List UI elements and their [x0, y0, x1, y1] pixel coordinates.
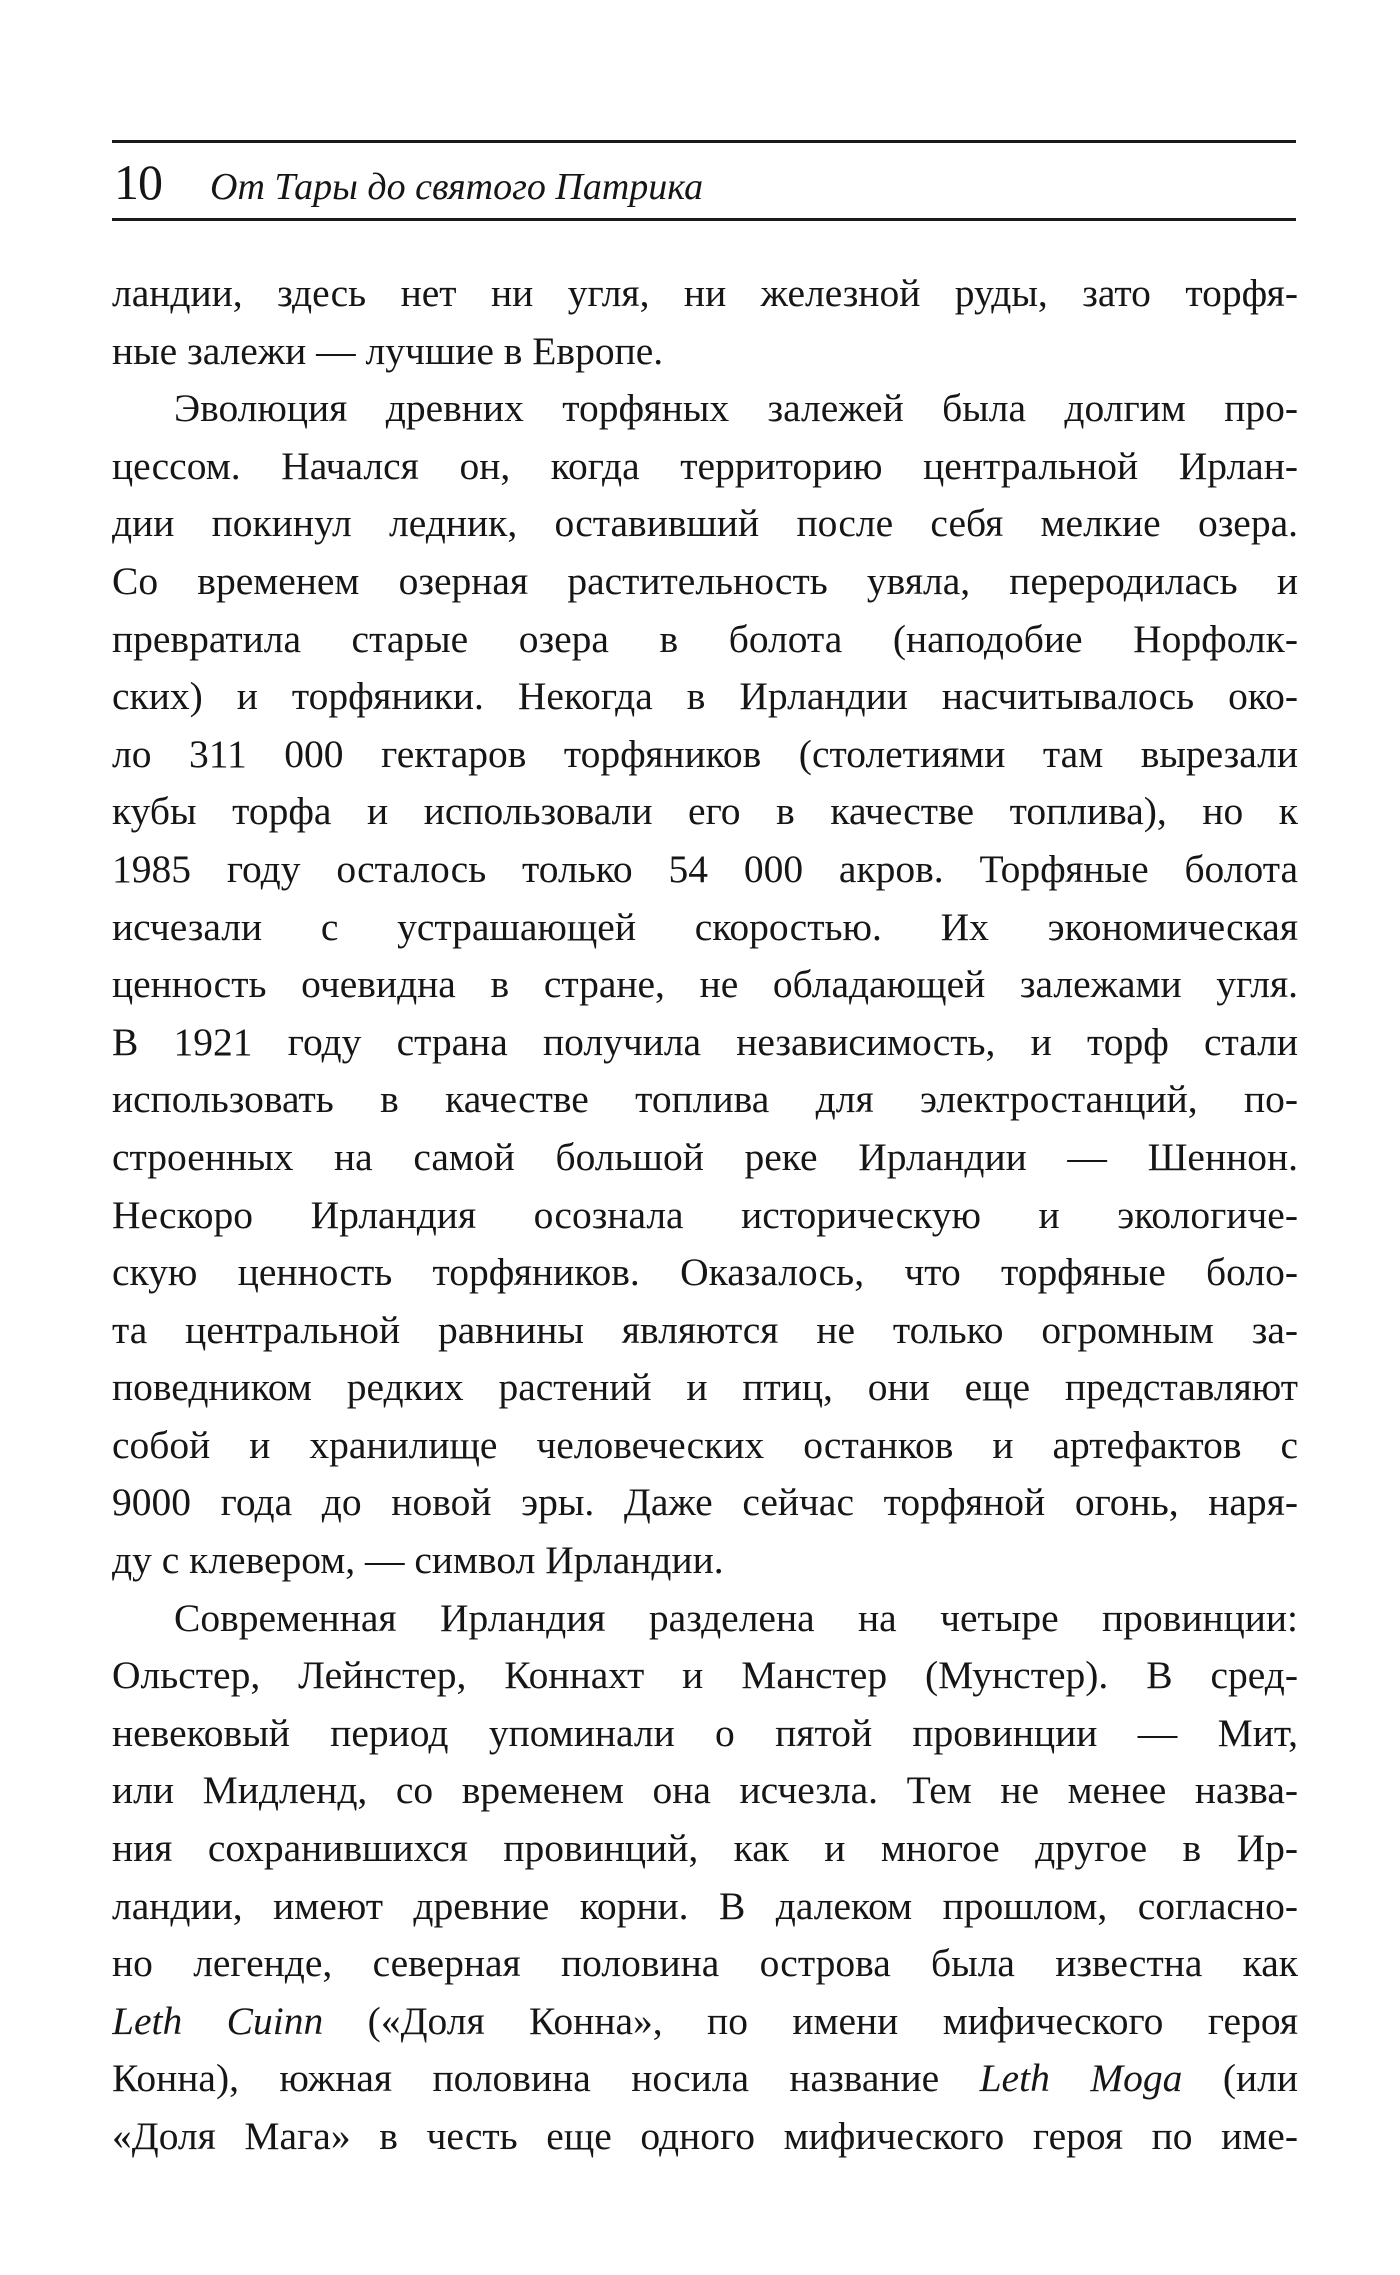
text-line: невековый период упоминали о пятой провинции — Мит, [112, 1710, 1298, 1755]
text-line: Эволюция древних торфяных залежей была долгим про- [174, 386, 1298, 431]
header-rule-bottom [112, 218, 1296, 221]
text-line: дии покинул ледник, оставивший после себя мелкие озера. [112, 501, 1298, 546]
text-line [112, 1993, 1298, 2051]
running-header [114, 152, 703, 212]
text-line: В 1921 году страна получила независимость, и торф стали [112, 1019, 1298, 1064]
text-line: Нескоро Ирландия осознала историческую и экологиче- [112, 1192, 1298, 1237]
text-line: исчезали с устрашающей скоростью. Их экономическая [112, 904, 1298, 949]
paragraph-1 [112, 265, 1298, 380]
text-line: Со временем озерная растительность увяла, переродилась и [112, 558, 1298, 603]
text-line: 9000 года до новой эры. Даже сейчас торфяной огонь, наря- [112, 1480, 1298, 1525]
text-line: кубы торфа и использовали его в качестве топлива), но к [112, 789, 1298, 834]
italic-term-leth-moga: Leth Moga [979, 2056, 1183, 2101]
text-line: ценность очевидна в стране, не обладающей залежами угля. [112, 962, 1298, 1007]
text-line: 1985 году осталось только 54 000 акров. Торфяные болота [112, 846, 1298, 891]
text-line: скую ценность торфяников. Оказалось, что торфяные боло- [112, 1250, 1298, 1295]
text-line: ло 311 000 гектаров торфяников (столетиями там вырезали [112, 731, 1298, 776]
text-line: «Доля Мага» в честь еще одного мифического героя по име- [112, 2114, 1298, 2158]
text-line: ду с клевером, — символ Ирландии. [112, 1538, 724, 1583]
text-line: Ольстер, Лейнстер, Коннахт и Манстер (Мунстер). В сред- [112, 1653, 1298, 1698]
header-rule-top [112, 140, 1296, 143]
text-line: строенных на самой большой реке Ирландии — Шеннон. [112, 1134, 1298, 1179]
text-line: но легенде, северная половина острова была известна как [112, 1941, 1298, 1986]
text-line: цессом. Начался он, когда территорию центральной Ирлан- [112, 443, 1298, 488]
running-title: От Тары до святого Патрика [210, 166, 704, 208]
text-line: ния сохранившихся провинций, как и многое другое в Ир- [112, 1826, 1298, 1871]
text-run: (или [1182, 2056, 1298, 2101]
text-line: ских) и торфяники. Некогда в Ирландии насчитывалось око- [112, 674, 1298, 719]
italic-term-leth-cuinn: Leth Cuinn [112, 1998, 324, 2043]
text-line: ландии, здесь нет ни угля, ни железной руды, зато торфя- [112, 271, 1298, 315]
text-line: или Мидленд, со временем она исчезла. Тем не менее назва- [112, 1768, 1298, 1813]
text-line: та центральной равнины являются не только огромным за- [112, 1307, 1298, 1352]
text-line: поведником редких растений и птиц, они еще представляют [112, 1365, 1298, 1410]
text-line [112, 2050, 1298, 2108]
paragraph-3 [112, 1590, 1298, 2166]
text-line: Современная Ирландия разделена на четыре провинции: [174, 1595, 1298, 1640]
body-text [112, 265, 1298, 2166]
text-line: ные залежи — лучшие в Европе. [112, 328, 664, 373]
paragraph-2 [112, 380, 1298, 1589]
text-line: собой и хранилище человеческих останков и артефактов с [112, 1422, 1298, 1467]
text-run: Конна), южная половина носила название [112, 2056, 980, 2101]
text-line: ландии, имеют древние корни. В далеком прошлом, согласно- [112, 1883, 1298, 1928]
text-run: («Доля Конна», по имени мифического героя [323, 1998, 1298, 2043]
page-number: 10 [114, 154, 162, 210]
text-line: использовать в качестве топлива для электростанций, по- [112, 1077, 1298, 1122]
text-line: превратила старые озера в болота (наподобие Норфолк- [112, 616, 1298, 661]
